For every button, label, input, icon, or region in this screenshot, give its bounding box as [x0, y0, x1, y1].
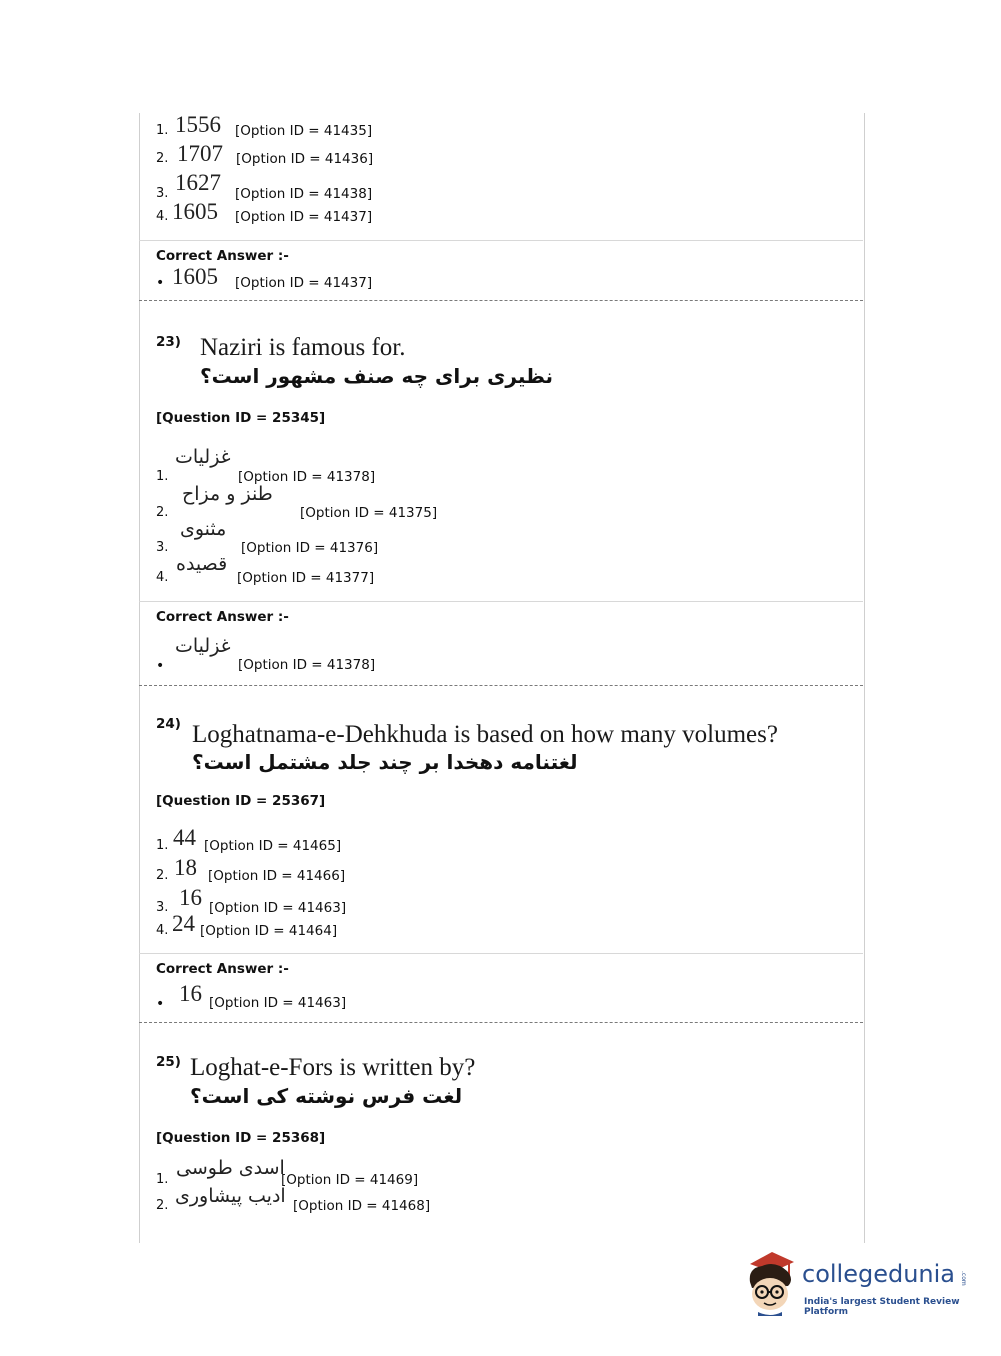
logo-suffix: .com: [960, 1271, 967, 1286]
question-number: 23): [156, 334, 181, 350]
mascot-icon: [742, 1246, 800, 1316]
option-id: [Option ID = 41437]: [235, 209, 373, 225]
divider: [139, 240, 863, 241]
option-id: [Option ID = 41463]: [209, 900, 347, 916]
logo-name: collegedunia: [802, 1260, 956, 1288]
option-id: [Option ID = 41465]: [204, 838, 342, 854]
option-value: 1605: [172, 199, 218, 224]
option-value: 1627: [175, 170, 221, 195]
bullet: •: [156, 996, 165, 1012]
option-id: [Option ID = 41436]: [236, 151, 374, 167]
option-id: [Option ID = 41375]: [300, 505, 438, 521]
option-id: [Option ID = 41469]: [281, 1172, 419, 1188]
option-value: غزلیات: [175, 446, 231, 468]
option-value: 1556: [175, 112, 221, 137]
collegedunia-logo: [742, 1246, 972, 1316]
correct-answer-id: [Option ID = 41437]: [235, 275, 373, 291]
option-value: ادیب پیشاوری: [175, 1185, 286, 1207]
option-value: قصیده: [176, 553, 228, 575]
bullet: •: [156, 658, 165, 674]
question-separator: [139, 300, 863, 301]
question-text-english: Naziri is famous for.: [200, 334, 406, 361]
divider: [139, 953, 863, 954]
option-id: [Option ID = 41466]: [208, 868, 346, 884]
bullet: •: [156, 275, 165, 291]
option-number: 4.: [156, 209, 169, 224]
option-number: 2.: [156, 505, 169, 520]
option-number: 2.: [156, 1198, 169, 1213]
option-id: [Option ID = 41378]: [238, 469, 376, 485]
correct-answer-id: [Option ID = 41378]: [238, 657, 376, 673]
option-id: [Option ID = 41435]: [235, 123, 373, 139]
correct-answer-label: Correct Answer :-: [156, 961, 289, 977]
logo-tagline: India's largest Student Review Platform: [804, 1297, 960, 1317]
option-number: 1.: [156, 123, 169, 138]
option-number: 2.: [156, 868, 169, 883]
option-number: 3.: [156, 900, 169, 915]
option-id: [Option ID = 41468]: [293, 1198, 431, 1214]
option-value: طنز و مزاح: [182, 483, 273, 505]
correct-answer-value: غزلیات: [175, 635, 231, 657]
option-id: [Option ID = 41377]: [237, 570, 375, 586]
divider: [139, 601, 863, 602]
correct-answer-value: 16: [179, 981, 202, 1006]
question-text-urdu: لغت فرس نوشته کی است؟: [190, 1084, 463, 1108]
question-text-urdu: نظیری برای چه صنف مشهور است؟: [200, 364, 554, 388]
question-text-english: Loghat-e-Fors is written by?: [190, 1054, 476, 1081]
option-number: 1.: [156, 1172, 169, 1187]
question-separator: [139, 685, 863, 686]
correct-answer-label: Correct Answer :-: [156, 248, 289, 264]
option-id: [Option ID = 41464]: [200, 923, 338, 939]
correct-answer-value: 1605: [172, 264, 218, 289]
option-id: [Option ID = 41438]: [235, 186, 373, 202]
question-id: [Question ID = 25367]: [156, 793, 326, 809]
option-value: 1707: [177, 141, 223, 166]
option-value: 16: [179, 885, 202, 910]
option-value: اسدی طوسی: [176, 1157, 285, 1179]
correct-answer-label: Correct Answer :-: [156, 609, 289, 625]
option-number: 4.: [156, 923, 169, 938]
option-value: 18: [174, 855, 197, 880]
question-text-urdu: لغتنامه دهخدا بر چند جلد مشتمل است؟: [192, 750, 578, 774]
option-number: 3.: [156, 540, 169, 555]
option-number: 4.: [156, 570, 169, 585]
option-number: 1.: [156, 838, 169, 853]
option-value: مثنوی: [180, 518, 227, 540]
question-number: 25): [156, 1054, 181, 1070]
option-id: [Option ID = 41376]: [241, 540, 379, 556]
option-number: 3.: [156, 186, 169, 201]
option-value: 24: [172, 911, 195, 936]
option-number: 2.: [156, 151, 169, 166]
option-value: 44: [173, 825, 196, 850]
correct-answer-id: [Option ID = 41463]: [209, 995, 347, 1011]
question-id: [Question ID = 25345]: [156, 410, 326, 426]
question-text-english: Loghatnama-e-Dehkhuda is based on how many volumes?: [192, 721, 778, 748]
question-separator: [139, 1022, 863, 1023]
option-number: 1.: [156, 469, 169, 484]
question-number: 24): [156, 716, 181, 732]
question-id: [Question ID = 25368]: [156, 1130, 326, 1146]
